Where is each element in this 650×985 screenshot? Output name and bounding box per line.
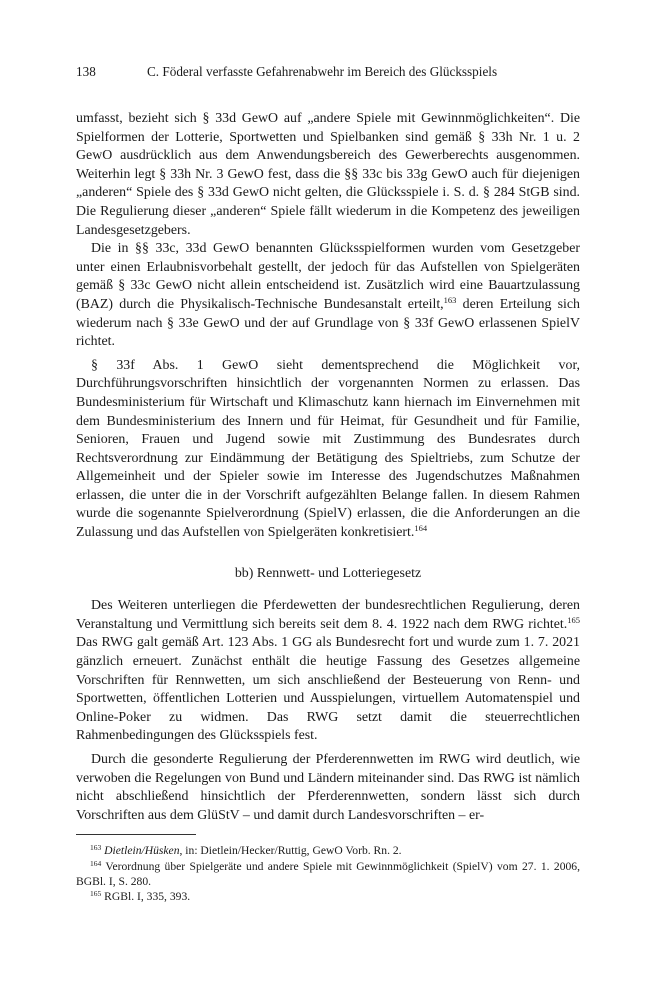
paragraph-1: umfasst, bezieht sich § 33d GewO auf „andere Spiele mit Gewinnmöglichkeiten“. Die Spielformen der Lotterie, Sportwetten und Spielbanken sind gemäß § 33h Nr. 1 u. 2 GewO ausdrücklich aus dem Anwendungsbereich des Gewerberechts ausgenommen. Weiterhin legt § 33h Nr. 3 GewO fest, dass die §§ 33c bis 33g GewO auch für diejenigen „anderen“ Spiele des § 33d GewO nicht gelten, die Glücksspiele i. S. d. § 284 StGB sind. Die Regulierung dieser „anderen“ Spiele fällt wiederum in die Kompetenz des jeweiligen Landesgesetzgebers. — [76, 111, 580, 238]
footnote-ref-163[interactable]: 163 — [443, 294, 457, 305]
main-text — [76, 110, 580, 904]
section-subheading: bb) Rennwett- und Lotteriegesetz — [234, 565, 422, 581]
footnote-text: , in: Dietlein/Hecker/Ruttig, GewO Vorb. Rn. 2. — [179, 844, 402, 858]
paragraph-3-text: § 33f Abs. 1 GewO sieht dementsprechend die Möglichkeit vor, Durchführungsvorschriften hinsichtlich der vorgenannten Normen zu erlassen. Das Bundesministerium für Wirtschaft und Klimaschutz kann hiernach im Einvernehmen mit dem Bundesministerium des Innern und für Heimat, für Gesundheit und für Familie, Senioren, Frauen und Jugend sowie mit Zustimmung des Bundesrates durch Rechtsverordnung zur Eindämmung der Betätigung des Spieltriebs, zum Schutze der Allgemeinheit und der Spieler sowie im Interesse des Jugendschutzes Maßnahmen erlassen, die unter die in der Vorschrift aufgezählten Belange fallen. In diesem Rahmen wurde die sogenannte Spielverordnung (SpielV) erlassen, die die Anforderungen an die Zulassung und das Aufstellen von Spielgeräten konkretisiert. — [76, 357, 580, 541]
footnotes — [76, 843, 580, 904]
footnote-ref-165[interactable]: 165 — [567, 614, 580, 625]
footnote-number: 164 — [90, 858, 102, 868]
footnote-164 — [76, 859, 580, 889]
running-title: C. Föderal verfasste Gefahrenabwehr im Bereich des Glücksspiels — [147, 64, 498, 79]
footnote-ref-164[interactable]: 164 — [414, 523, 428, 534]
footnote-author: Dietlein/Hüsken — [104, 844, 180, 858]
paragraph-4 — [76, 597, 580, 746]
paragraph-2-text: Die in §§ 33c, 33d GewO benannten Glücksspielformen wurden vom Gesetzgeber unter einen Erlaubnisvorbehalt gestellt, der jedoch für das Aufstellen von Spielgeräten gemäß § 33c GewO nicht allein entscheidend ist. Zusätzlich wird eine Bauartzulassung (BAZ) durch die Physikalisch-Technische Bundesanstalt erteilt, — [76, 241, 580, 312]
footnote-number: 165 — [90, 888, 102, 898]
page-number: 138 — [76, 64, 96, 79]
running-header — [76, 63, 580, 81]
footnote-165 — [76, 889, 580, 904]
footnote-divider — [76, 834, 196, 835]
footnote-163 — [76, 843, 580, 858]
paragraph-5: Durch die gesonderte Regulierung der Pferderennwetten im RWG wird deutlich, wie verwoben die Regelungen von Bund und Ländern miteinander sind. Das RWG ist nämlich nicht abschließend hinsichtlich der Pferderennwetten, sondern lässt sich durch Vorschriften aus dem GlüStV – und damit durch Landesvorschriften – er- — [76, 752, 580, 823]
footnote-text: RGBl. I, 335, 393. — [104, 889, 191, 903]
paragraph-2-tail: deren Erteilung sich wiederum nach § 33e GewO und der auf Grundlage von § 33f GewO erlassenen SpielV richtet. — [76, 296, 580, 350]
paragraph-2 — [76, 240, 580, 352]
paragraph-4-text: Des Weiteren unterliegen die Pferdewetten der bundesrechtlichen Regulierung, deren Veranstaltung und Vermittlung sich bereits seit dem 8. 4. 1922 nach dem RWG richtet. — [76, 598, 580, 632]
footnote-number: 163 — [90, 843, 102, 853]
paragraph-4-tail: Das RWG galt gemäß Art. 123 Abs. 1 GG als Bundesrecht fort und wurde zum 1. 7. 2021 gänzlich erneuert. Zunächst enthält die heutige Fassung des Gesetzes allgemeine Vorschriften für Rennwetten, um sich anschließend der Besteuerung von Renn- und Sportwetten, öffentlichen Lotterien und Ausspielungen, virtuellem Automatenspiel und Online-Poker zu widmen. Das RWG setzt damit die steuerrechtlichen Rahmenbedingungen des Glücksspiels fest. — [76, 635, 580, 744]
footnote-text: Verordnung über Spielgeräte und andere Spiele mit Gewinnmöglichkeit (SpielV) vom 27. 1. 2006, BGBl. I, S. 280. — [76, 859, 580, 888]
paragraph-3 — [76, 357, 580, 543]
